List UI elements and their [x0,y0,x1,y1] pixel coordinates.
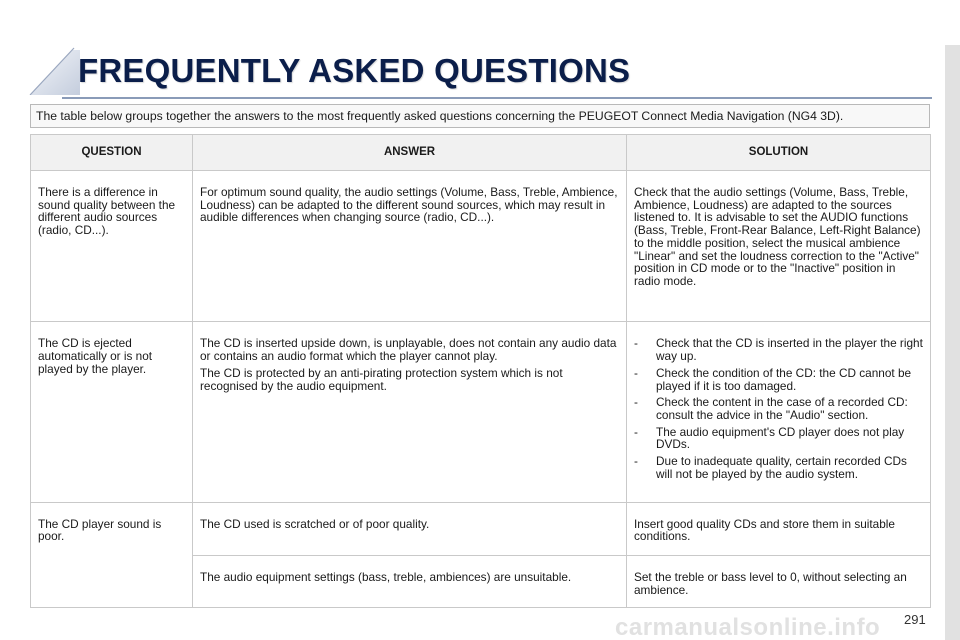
header-question: QUESTION [31,135,193,171]
table-row [31,502,931,555]
table-row [31,171,931,322]
header-answer: ANSWER [193,135,627,171]
solution-item: - The audio equipment's CD player does not play DVDs. [634,426,924,451]
question-cell: There is a difference in sound quality between the different audio sources (radio, CD...). [31,171,193,322]
title-underline [62,97,932,99]
table-header-row [31,135,931,171]
answer-cell [193,322,627,502]
answer-cell [193,555,627,607]
answer-paragraph: The audio equipment settings (bass, treble, ambiences) are unsuitable. [200,569,572,584]
faq-table [30,134,931,608]
watermark: carmanualsonline.info [615,614,881,640]
answer-cell [193,171,627,322]
solution-item: - Check the content in the case of a recorded CD: consult the advice in the "Audio" section. [634,396,924,421]
intro-text: The table below groups together the answers to the most frequently asked questions concerning the PEUGEOT Connect Media Navigation (NG4 3D). [30,104,930,128]
solution-item: - Check the condition of the CD: the CD cannot be played if it is too damaged. [634,367,924,392]
corner-decoration [0,0,80,95]
answer-paragraph: The CD is inserted upside down, is unplayable, does not contain any audio data or contains an audio format which the player cannot play. [200,336,617,364]
answer-paragraph: For optimum sound quality, the audio settings (Volume, Bass, Treble, Ambience, Loudness) can be adapted to the different sound sources, which may result in audible differences when changing source (radio, CD...). [200,185,618,225]
page-title: FREQUENTLY ASKED QUESTIONS [78,52,631,89]
solution-item: - Check that the CD is inserted in the player the right way up. [634,337,924,362]
answer-paragraph: The CD used is scratched or of poor quality. [200,516,430,531]
page-edge-strip [945,45,960,640]
answer-paragraph: The CD is protected by an anti-pirating protection system which is not recognised by the audio equipment. [200,365,563,393]
solution-cell [627,322,931,502]
solution-cell: Check that the audio settings (Volume, Bass, Treble, Ambience, Loudness) are adapted to the sources listened to. It is advisable to set the AUDIO functions (Bass, Treble, Front-Rear Balance, Left-Right Balance) to the middle position, select the musical ambience "Linear" and set the loudness correction to the "Active" position in CD mode or to the "Inactive" position in radio mode. [627,171,931,322]
solution-cell: Set the treble or bass level to 0, without selecting an ambience. [627,555,931,607]
question-cell: The CD is ejected automatically or is not played by the player. [31,322,193,502]
solution-list [634,337,924,480]
question-cell: The CD player sound is poor. [31,502,193,607]
header-solution: SOLUTION [627,135,931,171]
solution-item: - Due to inadequate quality, certain recorded CDs will not be played by the audio system. [634,455,924,480]
answer-cell [193,502,627,555]
solution-cell: Insert good quality CDs and store them in suitable conditions. [627,502,931,555]
table-row [31,322,931,502]
page-number: 291 [904,612,926,627]
